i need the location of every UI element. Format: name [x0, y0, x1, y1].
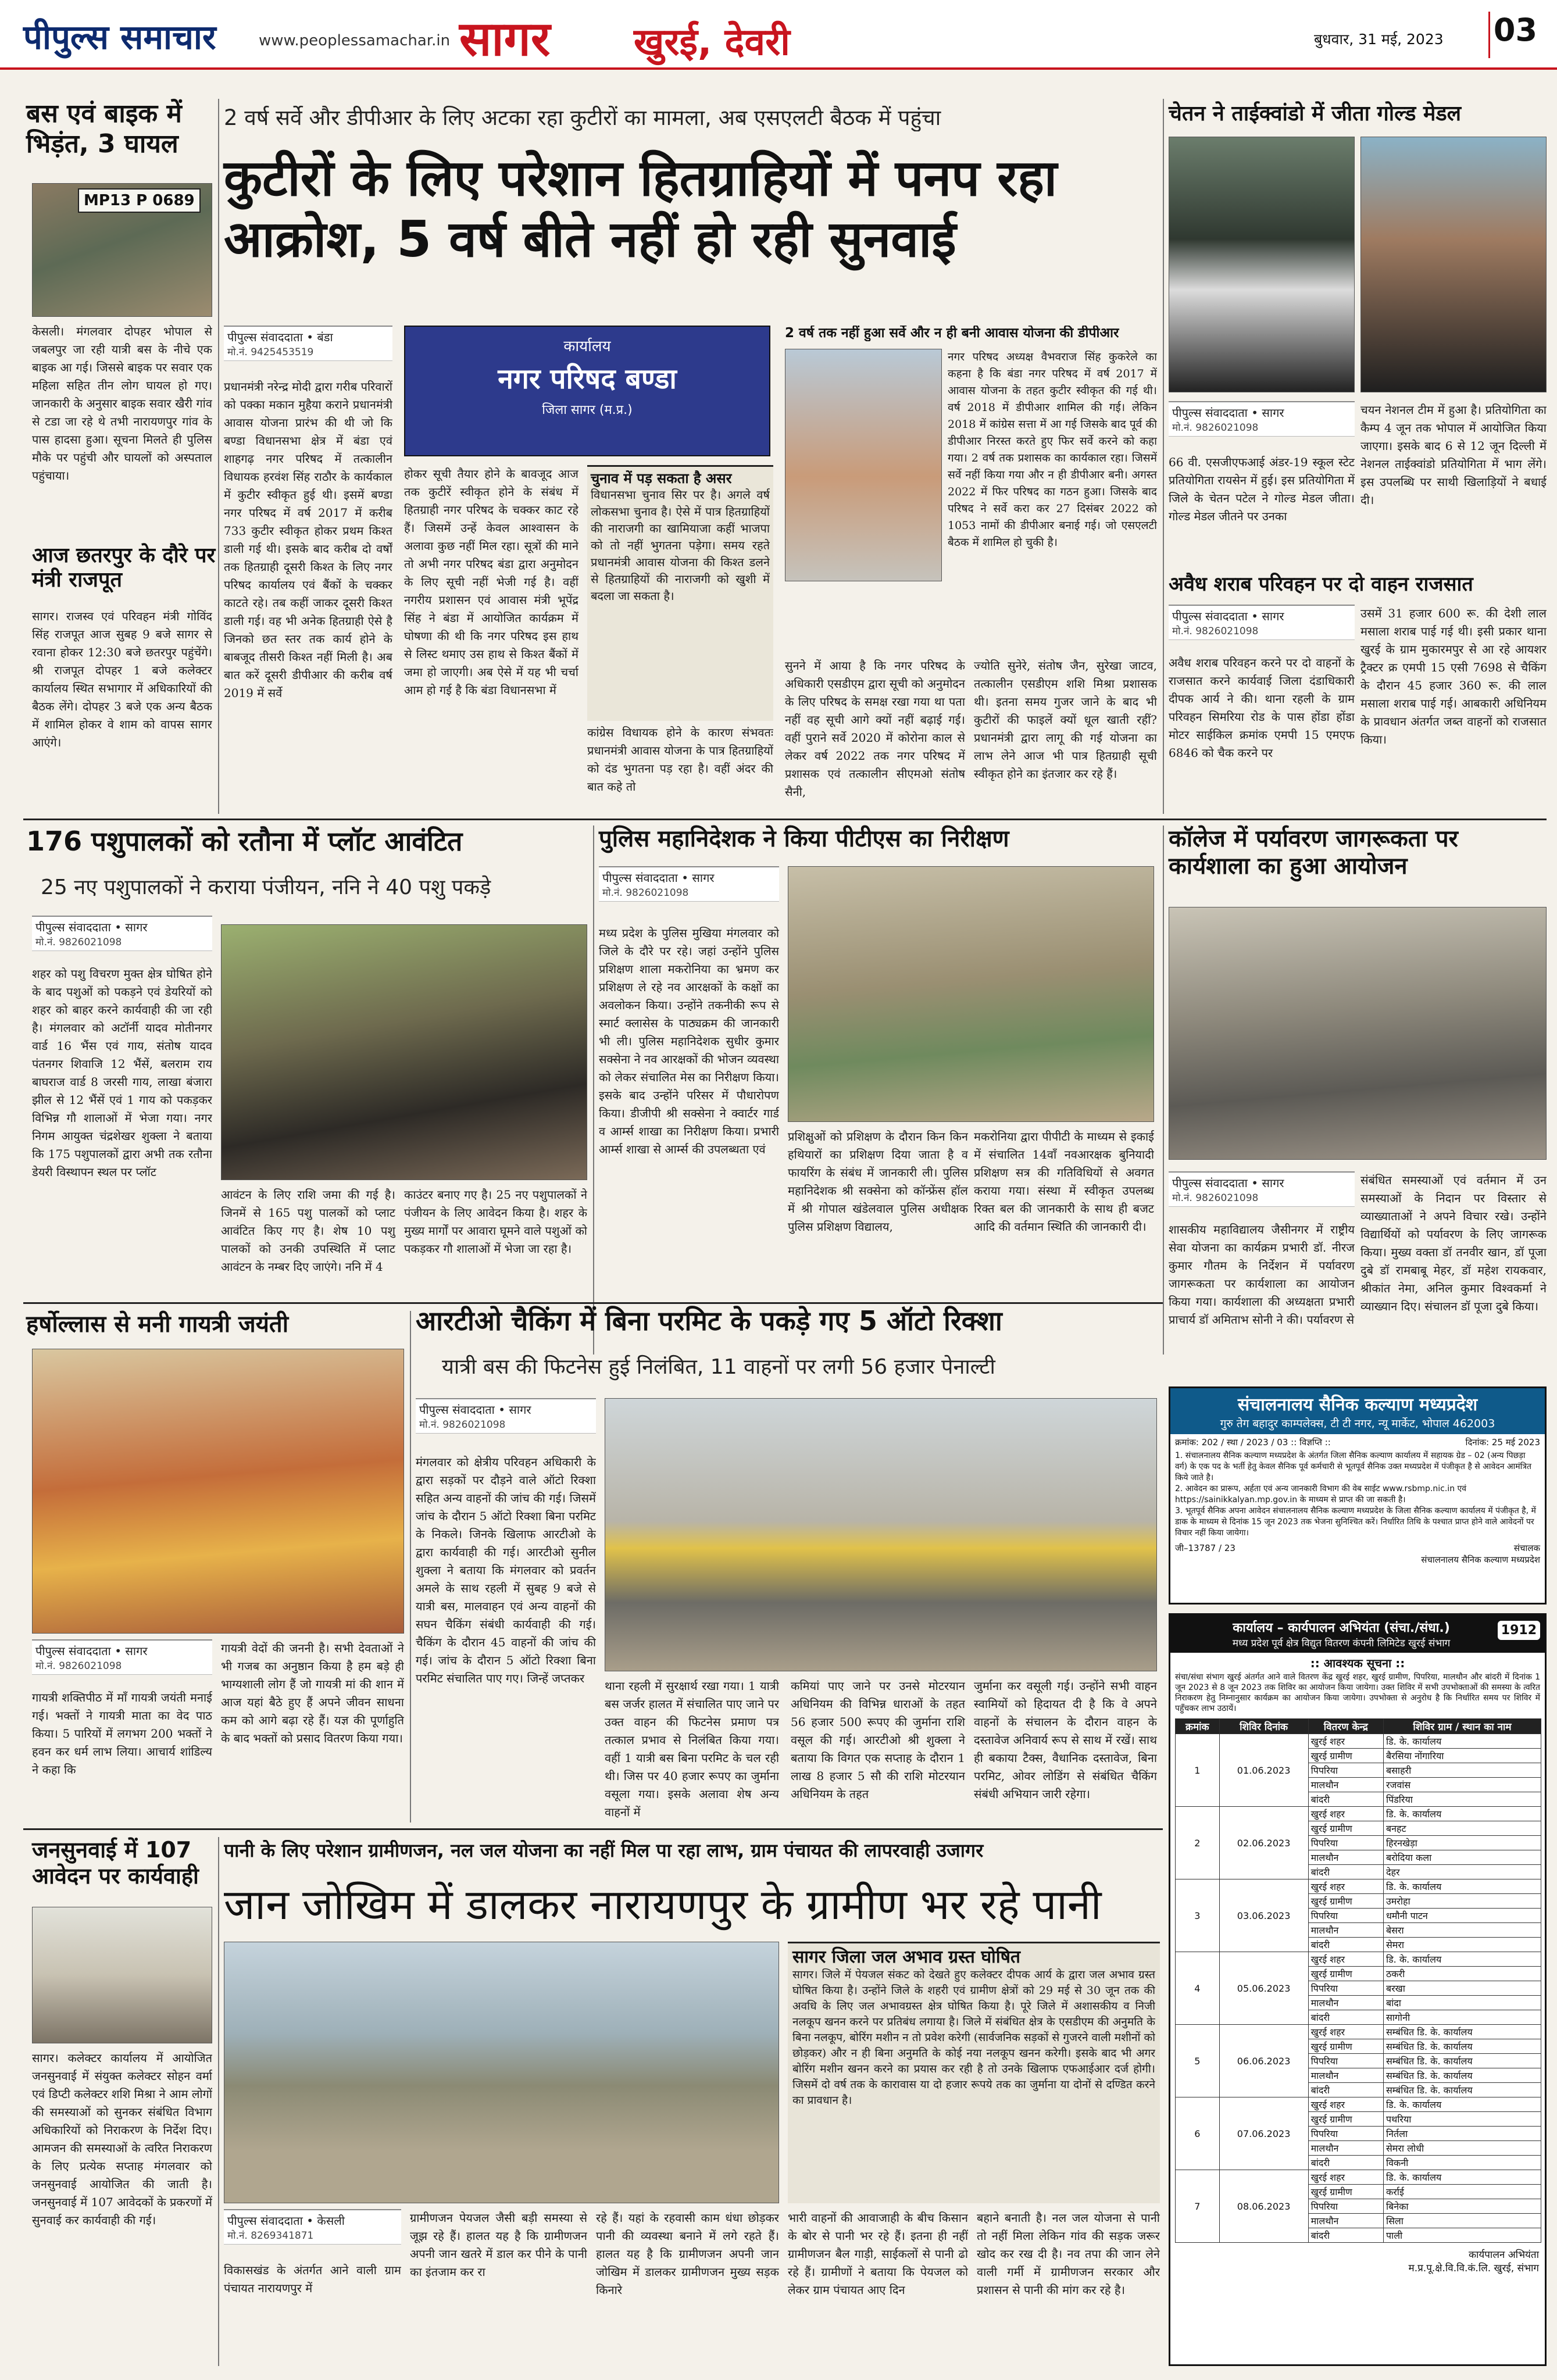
cattle-byline: पीपुल्स संवाददाता • सागर मो.नं. 9826021098 — [32, 916, 212, 951]
dgp-col2: प्रशिक्षुओं को प्रशिक्षण के दौरान किन किन हथियारों का प्रशिक्षण दिया जाता है व फायरिंग के संबंध में जानकारी ली। पुलिस महानिदेशक श्री सक्सेना को कॉन्फ्रेंस हॉल में श्री गोपाल खंडेलवाल पुलिस अधीक्षक पुलिस प्रशिक्षण विद्यालय, — [788, 1130, 968, 1234]
taekwondo-photo-2 — [1360, 137, 1547, 392]
gayatri-col1: गायत्री शक्तिपीठ में माँ गायत्री जयंती मनाई गई। भक्तों ने गायत्री माता का वेद पाठ किया। 5 पारियों में लगभग 200 भक्तों ने हवन कर धर्म लाभ लिया। आचार्य शांडिल्य ने कहा कि — [32, 1691, 212, 1777]
schedule-center: मालथौन — [1308, 1850, 1383, 1865]
schedule-place: सेमरा — [1383, 1938, 1541, 1952]
accident-photo — [32, 183, 212, 317]
liquor-byline: पीपुल्स संवाददाता • सागर मो.नं. 9826021098 — [1169, 605, 1355, 640]
lead-col4: सुनने में आया है कि नगर परिषद के अधिकारी एसडीएम द्वारा सूची को अनुमोदन के लिए परिषद के समक्ष रखा गया था पता नहीं वह सूची आगे क्यों नहीं बढ़ाई गई। वहीं पुराने सर्वे 2020 में कोरोना काल से लेकर वर्ष 2022 तक नगर परिषद में प्रशासक एवं तत्कालीन सीएमओ संतोष सैनी, — [785, 659, 965, 799]
schedule-serial: 5 — [1176, 2025, 1220, 2097]
schedule-center: मालथौन — [1308, 2214, 1383, 2228]
lead-col2: होकर सूची तैयार होने के बावजूद आज तक कुटीरें स्वीकृत होने के संबंध में हितग्राही नगर परिषद के चक्कर काट रहे हैं। जिसमें उन्हें केवल आश्वासन के अलावा कुछ नहीं मिल रहा। सूत्रों की माने तो अभी नगर परिषद बंडा द्वारा अनुमोदन के लिए सूची नहीं भेजी गई है। वहीं नगरीय प्रशासन एवं आवास मंत्री भूपेंद्र सिंह ने बंडा में आयोजित कार्यक्रम में घोषणा की थी कि नगर परिषद इस हाथ से लिस्ट थमाए उस हाथ से किश्त बैंकों में जमा हो जाएगी। अब ऐसे में यह भी चर्चा आम हो गई है कि बंडा विधानसभा में — [404, 467, 578, 697]
schedule-place: धमौनी पाटन — [1383, 1909, 1541, 1923]
gayatri-col2: गायत्री वेदों की जननी है। सभी देवताओं ने भी गजब का अनुष्ठान किया है हम बड़े ही भाग्यशाली लोग हैं जो गायत्री मां की शान में आज यहां बैठे हुए हैं अपने जीवन साधना कम को आगे बढ़ा रहे हैं। यज्ञ की पूर्णाहुति के बाद भक्तों को प्रसाद वितरण किया गया। — [221, 1641, 404, 1745]
water-col5: बहाने बनाती है। नल जल योजना से पानी तो नहीं मिला लेकिन गांव की सड़क जरूर खोद कर रख दी है। नव तपा की जान लेने वाली गर्मी में ग्रामीणजन सरकार और प्रशासन से पानी की मांग कर रहे है। — [977, 2211, 1160, 2297]
schedule-place: सागोनी — [1383, 2010, 1541, 2025]
schedule-place: उमरोहा — [1383, 1894, 1541, 1909]
water-col2: ग्रामीणजन पेयजल जैसी बड़ी समस्या से जूझ रहे हैं। हालत यह है कि ग्रामीणजन अपनी जान खतरे में डाल कर पीने के पानी का इंतजाम कर रा — [410, 2211, 587, 2279]
camp-schedule-table — [1175, 1718, 1541, 2243]
schedule-center: खुरई ग्रामीण — [1308, 2039, 1383, 2054]
schedule-place: पाली — [1383, 2228, 1541, 2243]
schedule-center: बांदरी — [1308, 1938, 1383, 1952]
taekwondo-col2: चयन नेशनल टीम में हुआ है। प्रतियोगिता का कैम्प 4 जून तक भोपाल में आयोजित किया जाएगा। इसके बाद 6 से 12 जून दिल्ली में नेशनल ताईक्वांडो प्रतियोगिता में भाग लेंगे। इस उपलब्धि पर साथी खिलाड़ियों ने बधाई दी। — [1360, 403, 1547, 507]
water-byline: पीपुल्स संवाददाता • केसली मो.नं. 8269341871 — [224, 2209, 401, 2245]
schedule-header: क्रमांक — [1176, 1719, 1220, 1734]
schedule-place: सम्बंधित डि. के. कार्यालय — [1383, 2054, 1541, 2068]
schedule-place: बरखा — [1383, 1981, 1541, 1996]
rto-col4: जुर्माना कर वसूली गई। उन्होंने सभी वाहन स्वामियों को हिदायत दी है कि वे अपने वाहनों के संचालन के दौरान वाहन के दस्तावेज अनिवार्य रूप से साथ में रखें। साथ ही बकाया टैक्स, वैधानिक दस्तावेज, बिना परमिट, ओवर लोडिंग से संबंधित चैकिंग संबंधी अभियान जारी रहेगा। — [974, 1679, 1157, 1801]
schedule-header: वितरण केन्द्र — [1308, 1719, 1383, 1734]
schedule-place: बसाहरी — [1383, 1763, 1541, 1778]
schedule-place: सम्बंधित डि. के. कार्यालय — [1383, 2039, 1541, 2054]
jansunwai-body: सागर। कलेक्टर कार्यालय में आयोजित जनसुनवाई में संयुक्त कलेक्टर सोहन वर्मा एवं डिप्टी कलेक्टर शशि मिश्रा ने आम लोगों की समस्याओं को सुनकर संबंधित विभाग अधिकारियों को निराकरण के निर्देश दिए। आमजन की समस्याओं के त्वरित निराकरण के लिए प्रत्येक सप्ताह मंगलवार को जनसुनवाई आयोजित की जाती है। जनसुनवाई में 107 आवेदकों के प्रकरणों में सुनवाई कर कार्यवाही की गई। — [32, 2051, 212, 2227]
lead-col3: कांग्रेस विधायक होने के कारण संभवतः प्रधानमंत्री आवास योजना के पात्र हितग्राहियों को दंड भुगतना पड़ रहा है। वहीं अंदर की बात कहे तो — [587, 726, 773, 794]
schedule-center: खुरई ग्रामीण — [1308, 1967, 1383, 1981]
rto-sub: यात्री बस की फिटनेस हुई निलंबित, 11 वाहनों पर लगी 56 हजार पेनाल्टी — [442, 1355, 995, 1379]
college-headline: कॉलेज में पर्यावरण जागरूकता पर कार्यशाला का हुआ आयोजन — [1169, 826, 1458, 880]
schedule-center: पिपरिया — [1308, 2127, 1383, 2141]
dgp-col3: मकरोनिया द्वारा पीपीटी के माध्यम से इकाई में संचालित 14वाँ नवआरक्षक बुनियादी प्रशिक्षण सत्र की गतिविधियों से अवगत कराया गया। संस्था में स्वीकृत उपलब्ध रिक्त बल की जानकारी के साथ ही बजट आदि की वर्तमान स्थिति की जानकारी दी। — [974, 1130, 1154, 1234]
schedule-serial: 4 — [1176, 1952, 1220, 2025]
schedule-place: डि. के. कार्यालय — [1383, 2097, 1541, 2112]
schedule-serial: 2 — [1176, 1807, 1220, 1879]
dgp-byline: पीपुल्स संवाददाता • सागर मो.नं. 9826021098 — [599, 866, 779, 902]
nagar-parishad-sign: कार्यालय नगर परिषद बण्डा जिला सागर (म.प्र.) — [404, 326, 770, 456]
liquor-col2: उसमें 31 हजार 600 रू. की देशी लाल मसाला शराब पाई गई थी। इसी प्रकार थाना खुरई के ग्राम मुकारमपुर से आ रहे आयशर ट्रैक्टर क्र एमपी 15 एसी 7698 से चैकिंग के दौरान 45 हजार 360 रू. की लाल मसाला शराब पाई गई। आबकारी अधिनियम के प्रावधान अंतर्गत जब्त वाहनों को राजसात किया। — [1360, 606, 1547, 746]
schedule-place: डि. के. कार्यालय — [1383, 1952, 1541, 1967]
website: www.peoplessamachar.in — [259, 32, 451, 49]
water-kicker: पानी के लिए परेशान ग्रामीणजन, नल जल योजना का नहीं मिल पा रहा लाभ, ग्राम पंचायत की लापरवाही उजागर — [224, 1840, 984, 1861]
schedule-center: खुरई शहर — [1308, 1879, 1383, 1894]
water-photo — [224, 1942, 779, 2203]
election-box: चुनाव में पड़ सकता है असर विधानसभा चुनाव सिर पर है। अगले वर्ष लोकसभा चुनाव है। ऐसे में पात्र हितग्राहियों की नाराजगी का खामियाजा कहीं भाजपा को तो नहीं भुगतना पड़ेगा। समय रहते प्रधानमंत्री आवास योजना की किश्त डलने से हितग्राहियों की नाराजगी को खुशी में बदला जा सकता है। — [587, 465, 773, 721]
schedule-date: 01.06.2023 — [1219, 1734, 1308, 1807]
schedule-center: पिपरिया — [1308, 1981, 1383, 1996]
lead-byline: पीपुल्स संवाददाता • बंडा मो.नं. 9425453519 — [224, 326, 392, 361]
schedule-place: बेसरा — [1383, 1923, 1541, 1938]
schedule-center: खुरई शहर — [1308, 2170, 1383, 2185]
schedule-place: डि. के. कार्यालय — [1383, 1807, 1541, 1821]
cattle-headline: 176 पशुपालकों को रतौना में प्लॉट आवंटित — [26, 826, 463, 857]
schedule-row — [1176, 1807, 1541, 1821]
schedule-place: विकनी — [1383, 2156, 1541, 2170]
cattle-photo — [221, 924, 587, 1180]
schedule-center: पिपरिया — [1308, 1836, 1383, 1850]
section-title: सागर — [459, 12, 551, 67]
sainik-kalyan-ad: संचालनालय सैनिक कल्याण मध्यप्रदेश गुरु तेग बहादुर काम्पलेक्स, टी टी नगर, न्यू मार्केट, भोपाल 462003 क्रमांक: 202 / स्था / 2023 / 03 :: विज्ञप्ति :: दिनांक: 25 मई 2023 1. संचालनालय सैनिक कल्याण मध्यप्रदेश के अंतर्गत जिला सैनिक कल्याण कार्यालय में सहायक ग्रेड – 02 (अन्य पिछड़ा वर्ग) के एक पद के भर्ती हेतु केवल सैनिक पूर्व कर्मचारी से भूतपूर्व सैनिक उक्त मध्यप्रदेश में पंजीकृत है से आवेदन आमंत्रित किये जाते है। 2. आवेदन का प्रारूप, अर्हता एवं अन्य जानकारी विभाग की वेब साईट www.rsbmp.nic.in एवं https://sainikkalyan.mp.gov.in के माध्यम से प्राप्त की जा सकती है। 3. भूतपूर्व सैनिक अपना आवेदन संचालनालय सैनिक कल्याण मध्यप्रदेश के जिला सैनिक कल्याण कार्यालय में पंजीकृत है, में डाक के माध्यम से दिनांक 15 जून 2023 तक भेजना सुनिश्चित करें। निर्धारित तिथि के पश्चात प्राप्त होने वाले आवेदनों पर विचार नहीं किया जायेगा। जी–13787 / 23 संचालक संचालनालय सैनिक कल्याण मध्यप्रदेश — [1169, 1386, 1547, 1604]
schedule-place: निर्तला — [1383, 2127, 1541, 2141]
schedule-center: खुरई ग्रामीण — [1308, 2112, 1383, 2127]
schedule-place: सम्बंधित डि. के. कार्यालय — [1383, 2083, 1541, 2097]
schedule-center: बांदरी — [1308, 2083, 1383, 2097]
schedule-place: पिंडरिया — [1383, 1792, 1541, 1807]
schedule-center: बांदरी — [1308, 2010, 1383, 2025]
schedule-place: सम्बंधित डि. के. कार्यालय — [1383, 2025, 1541, 2039]
schedule-place: बनहट — [1383, 1821, 1541, 1836]
schedule-date: 06.06.2023 — [1219, 2025, 1308, 2097]
schedule-row — [1176, 1952, 1541, 1967]
schedule-center: खुरई शहर — [1308, 2097, 1383, 2112]
schedule-serial: 7 — [1176, 2170, 1220, 2243]
schedule-header: शिविर दिनांक — [1219, 1719, 1308, 1734]
rto-col2: थाना रहली में सुरक्षार्थ रखा गया। 1 यात्री बस जर्जर हालत में संचालित पाए जाने पर उक्त वाहन की फिटनेस प्रमाण पत्र तत्काल प्रभाव से निलंबित किया गया। वहीं 1 यात्री बस बिना परमिट के चल रही थी। जिस पर 40 हजार रूपए का जुर्माना वसूला गया। इसके अलावा शेष अन्य वाहनों में — [605, 1679, 779, 1819]
schedule-date: 08.06.2023 — [1219, 2170, 1308, 2243]
jansunwai-photo — [32, 1907, 212, 2043]
liquor-headline: अवैध शराब परिवहन पर दो वाहन राजसात — [1169, 573, 1473, 596]
schedule-row — [1176, 1879, 1541, 1894]
page-number: 03 — [1488, 12, 1541, 58]
cattle-col3: काउंटर बनाए गए है। 25 नए पशुपालकों ने पंजीयन के लिए आवेदन किया है। शहर के मुख्य मार्गों पर आवारा घूमने वाले पशुओं को पकड़कर गौ शालाओं में भेजा जा रहा है। — [404, 1188, 587, 1256]
rto-headline: आरटीओ चैकिंग में बिना परमिट के पकड़े गए 5 ऑटो रिक्शा — [416, 1305, 1002, 1336]
water-col1: विकासखंड के अंतर्गत आने वाली ग्राम पंचायत नारायणपुर में — [224, 2263, 401, 2295]
schedule-place: सम्बंधित डि. के. कार्यालय — [1383, 2068, 1541, 2083]
schedule-center: बांदरी — [1308, 1792, 1383, 1807]
number-plate: MP13 P 0689 — [78, 188, 201, 213]
schedule-center: खुरई ग्रामीण — [1308, 1821, 1383, 1836]
schedule-place: बांदा — [1383, 1996, 1541, 2010]
schedule-place: डि. के. कार्यालय — [1383, 1879, 1541, 1894]
water-headline: जान जोखिम में डालकर नारायणपुर के ग्रामीण भर रहे पानी — [224, 1880, 1102, 1929]
schedule-date: 05.06.2023 — [1219, 1952, 1308, 2025]
water-col3: रहे हैं। यहां के रहवासी काम धंधा छोड़कर पानी की व्यवस्था बनाने में लगे रहते हैं। हालत यह है कि ग्रामीणजन अपनी जान जोखिम में डालकर ग्रामीणजन मुख्य सड़क किनारे — [596, 2211, 779, 2297]
schedule-center: बांदरी — [1308, 2156, 1383, 2170]
schedule-place: रजवांस — [1383, 1778, 1541, 1792]
gayatri-headline: हर्षोल्लास से मनी गायत्री जयंती — [26, 1311, 289, 1338]
schedule-place: बरोदिया कला — [1383, 1850, 1541, 1865]
schedule-date: 07.06.2023 — [1219, 2097, 1308, 2170]
schedule-center: मालथौन — [1308, 2141, 1383, 2156]
schedule-place: डि. के. कार्यालय — [1383, 1734, 1541, 1749]
schedule-place: पथरिया — [1383, 2112, 1541, 2127]
dgp-photo — [788, 866, 1154, 1122]
schedule-place: बैरसिया नोंगारिया — [1383, 1749, 1541, 1763]
schedule-place: डि. के. कार्यालय — [1383, 2170, 1541, 2185]
lead-col5: ज्योति सुनेरे, संतोष जैन, सुरेखा जाटव, तत्कालीन एसडीएम शशि मिश्रा प्रशासक थी। इतना समय गुजर जाने के बाद भी कुटीरों की फाइलें क्यों धूल खाती रहीं? प्रधानमंत्री द्वारा लागू की गई योजना का लाभ लेने आज भी पात्र हितग्राही सूची स्वीकृत होने का इंतजार कर रहे हैं। — [974, 659, 1157, 781]
college-photo — [1169, 907, 1547, 1160]
schedule-center: मालथौन — [1308, 1996, 1383, 2010]
rto-col1: मंगलवार को क्षेत्रीय परिवहन अधिकारी के द्वारा सड़कों पर दौड़ने वाले ऑटो रिक्शा सहित अन्य वाहनों की जांच की गई। जिसमें जांच के दौरान 5 ऑटो रिक्शा बिना परमिट के निकले। जिनके खिलाफ आरटीओ के द्वारा कार्यवाही की गई। आरटीओ सुनील शुक्ला ने बताया कि मंगलवार को प्रवर्तन अमले के साथ रहली में सुबह 9 बजे से यात्री बस, मालवाहन एवं अन्य वाहनों की सघन चैकिंग संबंधी कार्यवाही की गई। चैकिंग के दौरान 45 वाहनों की जांच की गई। जांच के दौरान 5 ऑटो रिक्शा बिना परमिट संचालित पाए गए। जिन्हें जप्तकर — [416, 1455, 596, 1685]
schedule-center: खुरई शहर — [1308, 1952, 1383, 1967]
rto-photo — [605, 1398, 1157, 1671]
taekwondo-byline: पीपुल्स संवाददाता • सागर मो.नं. 9826021098 — [1169, 401, 1355, 437]
taekwondo-headline: चेतन ने ताईक्वांडो में जीता गोल्ड मेडल — [1169, 102, 1462, 126]
brand-logo: पीपुल्स समाचार — [23, 17, 216, 57]
schedule-place: सेमरा लोधी — [1383, 2141, 1541, 2156]
schedule-center: खुरई ग्रामीण — [1308, 1894, 1383, 1909]
college-col1: शासकीय महाविद्यालय जैसीनगर में राष्ट्रीय सेवा योजना का कार्यक्रम प्रभारी डॉ. नीरज कुमार गौतम के निर्देशन में पर्यावरण जागरूकता पर कार्यशाला का आयोजन किया गया। कार्यशाला की अध्यक्षता प्रभारी प्राचार्य डॉ अमिताभ सोनी ने की। पर्यावरण से — [1169, 1223, 1355, 1327]
schedule-place: देहर — [1383, 1865, 1541, 1879]
schedule-center: खुरई ग्रामीण — [1308, 2185, 1383, 2199]
schedule-center: खुरई शहर — [1308, 1807, 1383, 1821]
cattle-col2: आवंटन के लिए राशि जमा की गई है। जिनमें से 165 पशु पालकों को प्लाट आवंटित किए गए है। शेष 10 पशु पालकों को उनकी उपस्थिति में प्लाट आवंटन के नम्बर दिए जाएंगे। ननि में 4 — [221, 1188, 395, 1274]
schedule-center: बांदरी — [1308, 1865, 1383, 1879]
schedule-serial: 6 — [1176, 2097, 1220, 2170]
schedule-date: 02.06.2023 — [1219, 1807, 1308, 1879]
college-col2: संबंधित समस्याओं एवं वर्तमान में उन समस्याओं के निदान पर विस्तार से व्याख्याताओं ने अपने विचार रखे। उन्होंने विद्यार्थियों को पर्यावरण के लिए जागरूक किया। मुख्य वक्ता डॉ तनवीर खान, डॉ पूजा दुबे डॉ रामबाबू मेहर, डॉ महेश रायकवार, श्रीकांत नेमा, अनिल कुमार विश्वकर्मा ने व्याख्यान दिए। संचालन डॉ पूजा दुबे किया। — [1360, 1173, 1547, 1313]
parishad-president-photo — [785, 349, 942, 581]
schedule-row — [1176, 2097, 1541, 2112]
schedule-row — [1176, 2025, 1541, 2039]
minister-headline: आज छतरपुर के दौरे पर मंत्री राजपूत — [32, 544, 216, 592]
schedule-center: बांदरी — [1308, 2228, 1383, 2243]
electricity-camp-ad: कार्यालय – कार्यपालन अभियंता (संचा./संधा.) मध्य प्रदेश पूर्व क्षेत्र विद्युत वितरण कंपनी लिमिटेड खुरई संभाग 1912 :: आवश्यक सूचना :: संचा/संधा संभाग खुरई अंतर्गत आने वाले वितरण केंद्र खुरई शहर, खुरई ग्रामीण, पिपरिया, मालथौन और बांदरी में दिनांक 1 जून 2023 से 8 जून 2023 तक शिविर का आयोजन किया जायेगा। उक्त शिविर में सभी उपभोक्ताओं की समस्या के त्वरित निराकरण हेतु निम्नानुसार कार्यक्रम का आयोजन किया जायेगा। उपभोक्ता से अनुरोध है कि निर्धारित समय पर शिविर में पहुँचकर लाभ उठायें। क्रमांक शिविर दिनांक वितरण केन्द्र शिविर ग्राम / स्थान का नाम 1 01.06.2023 खुरई शहर डि. के. कार्यालय खुरई ग्रामीण बैरसिया नोंगारिया पिपरिया बसाहरी मालथौन रजवांस बांदरी पिंडरिया 2 02.06.2023 खुरई शहर डि. के. कार्यालय खुरई ग्रामीण बनहट पिपरिया हिरनखेड़ा मालथौन बरोदिया कला बांदरी देहर 3 03.06.2023 खुरई शहर डि. के. कार्यालय खुरई ग्रामीण उमरोहा पिपरिया धमौनी पाटन मालथौन बेसरा बांदरी सेमरा 4 05.06.2023 खुरई शहर डि. के. कार्यालय खुरई ग्रामीण ठकरी पिपरिया बरखा मालथौन बांदा बांदरी सागोनी 5 06.06.2023 खुरई शहर सम्बंधित डि. के. कार्यालय खुरई ग्रामीण सम्बंधित डि. के. कार्यालय पिपरिया सम्बंधित डि. के. कार्यालय मालथौन सम्बंधित डि. के. कार्यालय बांदरी सम्बंधित डि. के. कार्यालय 6 07.06.2023 खुरई शहर डि. के. कार्यालय खुरई ग्रामीण पथरिया पिपरिया निर्तला मालथौन सेमरा लोधी बांदरी विकनी 7 08.06.2023 खुरई शहर डि. के. कार्यालय खुरई ग्रामीण कर्राई पिपरिया बिनेका मालथौन सिला बांदरी पाली कार्यपालन अभियंता म.प्र.पू.क्षे.वि.वि.कं.लि. खुरई, संभाग — [1169, 1613, 1547, 2366]
schedule-center: मालथौन — [1308, 2068, 1383, 2083]
schedule-place: कर्राई — [1383, 2185, 1541, 2199]
schedule-place: ठकरी — [1383, 1967, 1541, 1981]
schedule-center: पिपरिया — [1308, 2199, 1383, 2214]
schedule-center: खुरई शहर — [1308, 1734, 1383, 1749]
inset-body: नगर परिषद अध्यक्ष वैभवराज सिंह कुकरेले का कहना है कि बंडा नगर परिषद में वर्ष 2017 में आवास योजना के तहत कुटीर स्वीकृत की गई थी। वर्ष 2018 में डीपीआर शामिल की गई। लेकिन 2018 में कांग्रेस सत्ता में आ गई जिसके बाद पूर्व की डीपीआर निरस्त करते हुए फिर सर्वे करने को कहा गया। 2 वर्ष तक प्रशासक का कार्यकाल रहा। जिसमें सर्वे नहीं किया गया और न ही डीपीआर बनी। अगस्त 2022 में फिर परिषद का गठन हुआ। जिसके बाद परिषद ने सर्वे करा कर 27 दिसंबर 2022 को 1053 नामों की डीपीआर बनाई गई। जो एसएलटी बैठक में शामिल हो चुकी है। — [948, 351, 1157, 549]
schedule-center: मालथौन — [1308, 1923, 1383, 1938]
schedule-center: मालथौन — [1308, 1778, 1383, 1792]
schedule-date: 03.06.2023 — [1219, 1879, 1308, 1952]
taekwondo-col1: 66 वी. एसजीएफआई अंडर-19 स्कूल स्टेट प्रतियोगिता रायसेन में हुई। इस प्रतियोगिता में जिले के चेतन पटेल ने गोल्ड मेडल जीता। गोल्ड मेडल जीतने पर उनका — [1169, 455, 1355, 523]
rto-byline: पीपुल्स संवाददाता • सागर मो.नं. 9826021098 — [416, 1398, 596, 1434]
schedule-serial: 3 — [1176, 1879, 1220, 1952]
subsection-title: खुरई, देवरी — [634, 21, 790, 64]
masthead — [0, 0, 1557, 70]
dgp-headline: पुलिस महानिदेशक ने किया पीटीएस का निरीक्षण — [599, 826, 1009, 852]
minister-body: सागर। राजस्व एवं परिवहन मंत्री गोविंद सिंह राजपूत आज सुबह 9 बजे सागर से रवाना होकर 12:30 बजे छतरपुर पहुंचेंगे। श्री राजपूत दोपहर 1 बजे कलेक्टर कार्यालय स्थित सभागार में अधिकारियों की बैठक लेंगे। दोपहर 3 बजे एक अन्य बैठक में शामिल होकर वे शाम को वापस सागर आएंगे। — [32, 609, 212, 749]
lead-col1: प्रधानमंत्री नरेन्द्र मोदी द्वारा गरीब परिवारों को पक्का मकान मुहैया कराने प्रधानमंत्री आवास योजना प्रारंभ की थी जो कि बण्डा विधानसभा क्षेत्र में बंडा एवं शाहगढ़ नगर परिषद में तत्कालीन विधायक हरवंश सिंह राठौर के कार्यकाल में कुटीर स्वीकृत हुई थी। इसमें बण्डा नगर परिषद में वर्ष 2017 में करीब 733 कुटीर स्वीकृत होकर प्रथम किश्त डाली गई थी। इसके बाद करीब दो वर्षों तक हितग्राही दूसरी किश्त के लिए नगर परिषद कार्यालय एवं बैंकों के चक्कर काटते रहे। तब कहीं जाकर दूसरी किश्त डाली गई। वह भी अनेक हितग्राही ऐसे है जिनको छत स्तर तक कार्य होने के बाबजूद तीसरी किश्त नहीं मिली है। अब बात करें दूसरी डीपीआर की करीब वर्ष 2019 में सर्वे — [224, 380, 392, 700]
schedule-place: बिनेका — [1383, 2199, 1541, 2214]
college-byline: पीपुल्स संवाददाता • सागर मो.नं. 9826021098 — [1169, 1171, 1355, 1207]
schedule-row — [1176, 2170, 1541, 2185]
schedule-header: शिविर ग्राम / स्थान का नाम — [1383, 1719, 1541, 1734]
schedule-place: सिला — [1383, 2214, 1541, 2228]
gayatri-byline: पीपुल्स संवाददाता • सागर मो.नं. 9826021098 — [32, 1639, 212, 1675]
schedule-center: पिपरिया — [1308, 1763, 1383, 1778]
schedule-serial: 1 — [1176, 1734, 1220, 1807]
bus-bike-headline: बस एवं बाइक में भिड़ंत, 3 घायल — [26, 99, 182, 159]
taekwondo-photo-1 — [1169, 137, 1355, 392]
water-col4: भारी वाहनों की आवाजाही के बीच किसान के बोर से पानी भर रहे हैं। इतना ही नहीं ग्रामीणजन बैल गाड़ी, साईकलों से पानी ढो रहे हैं। ग्रामीणों ने बताया कि पेयजल को लेकर ग्राम पंचायत आए दिन — [788, 2211, 968, 2297]
schedule-center: खुरई शहर — [1308, 2025, 1383, 2039]
cattle-sub: 25 नए पशुपालकों ने कराया पंजीयन, ननि ने 40 पशु पकड़े — [41, 875, 491, 899]
dgp-col1: मध्य प्रदेश के पुलिस मुखिया मंगलवार को जिले के दौरे पर रहे। जहां उन्होंने पुलिस प्रशिक्षण शाला मकरोनिया का भ्रमण कर प्रशिक्षण ले रहे नव आरक्षकों के कक्षों का अवलोकन किया। उन्होंने तकनीकी रूप से स्मार्ट क्लासेस के पाठ्यक्रम की जानकारी भी ली। पुलिस महानिदेशक सुधीर कुमार सक्सेना ने नव आरक्षकों की भोजन व्यवस्था को लेकर संचालित मेस का निरीक्षण किया। इसके बाद उन्होंने परिसर में पौधारोपण किया। डीजीपी श्री सक्सेना ने क्वार्टर गार्ड व आर्म्स शाखा का निरीक्षण किया। प्रभारी आर्म्स शाखा से आर्म्स की उपलब्धता एवं — [599, 926, 779, 1156]
rto-col3: कमियां पाए जाने पर उनसे मोटरयान अधिनियम की विभिन्न धाराओं के तहत 56 हजार 500 रूपए की जुर्माना राशि वसूल की गई। आरटीओ श्री शुक्ला ने बताया कि विगत एक सप्ताह के दौरान 1 लाख 8 हजार 5 सौ की राशि मोटरयान अधिनियम के तहत — [791, 1679, 965, 1801]
jansunwai-headline: जनसुनवाई में 107 आवेदन पर कार्यवाही — [32, 1837, 199, 1889]
schedule-center: पिपरिया — [1308, 2054, 1383, 2068]
liquor-col1: अवैध शराब परिवहन करने पर दो वाहनों के राजसात करने कार्यवाई जिला दंडाधिकारी दीपक आर्य ने की। थाना रहली के ग्राम परिवहन सिमरिया रोड के पास होंडा होंडा मोटर साईकिल क्रमांक एमपी 15 एमएफ 6846 को चैक करने पर — [1169, 656, 1355, 760]
bus-bike-body: केसली। मंगलवार दोपहर भोपाल से जबलपुर जा रही यात्री बस के नीचे एक बाइक आ गई। जिससे बाइक पर सवार एक महिला सहित तीन लोग घायल हो गए। जानकारी के अनुसार बाइक सवार खैरी गांव से टडा जा रहे थे तभी नारायणपुर गांव के पास हादसा हुआ। सूचना मिलते ही पुलिस मौके पर पहुंची और घायलों को अस्पताल पहुंचाया। — [32, 324, 212, 483]
drought-box: सागर जिला जल अभाव ग्रस्त घोषित सागर। जिले में पेयजल संकट को देखते हुए कलेक्टर दीपक आर्य के द्वारा जल अभाव ग्रस्त घोषित किया है। उन्होंने जिले के शहरी एवं ग्रामीण क्षेत्रों को 29 मई से 30 जून तक की अवधि के लिए जल अभावग्रस्त क्षेत्र घोषित किया है। पूरे जिले में अशासकीय व निजी नलकूप खनन करने पर प्रतिबंध लगाया है। जिले में संबंधित क्षेत्र के एसडीएम की अनुमति के बिना नलकूप, बोरिंग मशीन न तो प्रवेश करेगी (सार्वजनिक सड़कों से गुजरने वाली मशीनों को छोड़कर) और न ही बिना अनुमति के कोई नया नलकूप खनन करेगी। इसके बाद भी अगर बोरिंग मशीन खनन करने का प्रयास कर रही है तो उनके खिलाफ एफआईआर दर्ज होगी। जिसमें दो वर्ष तक के कारावास या दो हजार रूपये तक का जुर्माना या दोनों से दण्डित करने का प्रावधान है। — [788, 1942, 1160, 2203]
schedule-center: खुरई ग्रामीण — [1308, 1749, 1383, 1763]
schedule-center: पिपरिया — [1308, 1909, 1383, 1923]
gayatri-photo — [32, 1349, 404, 1634]
schedule-place: हिरनखेड़ा — [1383, 1836, 1541, 1850]
helpline-badge: 1912 — [1498, 1621, 1540, 1640]
schedule-row — [1176, 1734, 1541, 1749]
issue-date: बुधवार, 31 मई, 2023 — [1314, 31, 1444, 48]
inset-kicker: 2 वर्ष तक नहीं हुआ सर्वे और न ही बनी आवास योजना की डीपीआर — [785, 326, 1119, 341]
lead-headline: कुटीरों के लिए परेशान हितग्राहियों में पनप रहा आक्रोश, 5 वर्ष बीते नहीं हो रही सुनवाई — [224, 149, 1058, 269]
cattle-col1: शहर को पशु विचरण मुक्त क्षेत्र घोषित होने के बाद पशुओं को पकड़ने एवं डेयरियों को शहर को बाहर करने कार्यवाही की जा रही है। मंगलवार को अटॉर्नी यादव मोतीनगर वार्ड 16 भैंस एवं गाय, संतोष यादव पंतनगर शिवाजि 12 भैंसें, बलराम राय बाघराज वार्ड 8 जरसी गाय, लाखा बंजारा झील से 12 भैंसें एवं 1 गाय को पकड़कर विभिन्न गौ शालाओं में भेजा गया। नगर निगम आयुक्त चंद्रशेखर शुक्ला ने बताया कि 175 पशुपालकों द्वारा अभी तक रतौना डेयरी विस्थापन स्थल पर प्लॉट — [32, 967, 212, 1179]
lead-kicker: 2 वर्ष सर्वे और डीपीआर के लिए अटका रहा कुटीरों का मामला, अब एसएलटी बैठक में पहुंचा — [224, 105, 941, 130]
